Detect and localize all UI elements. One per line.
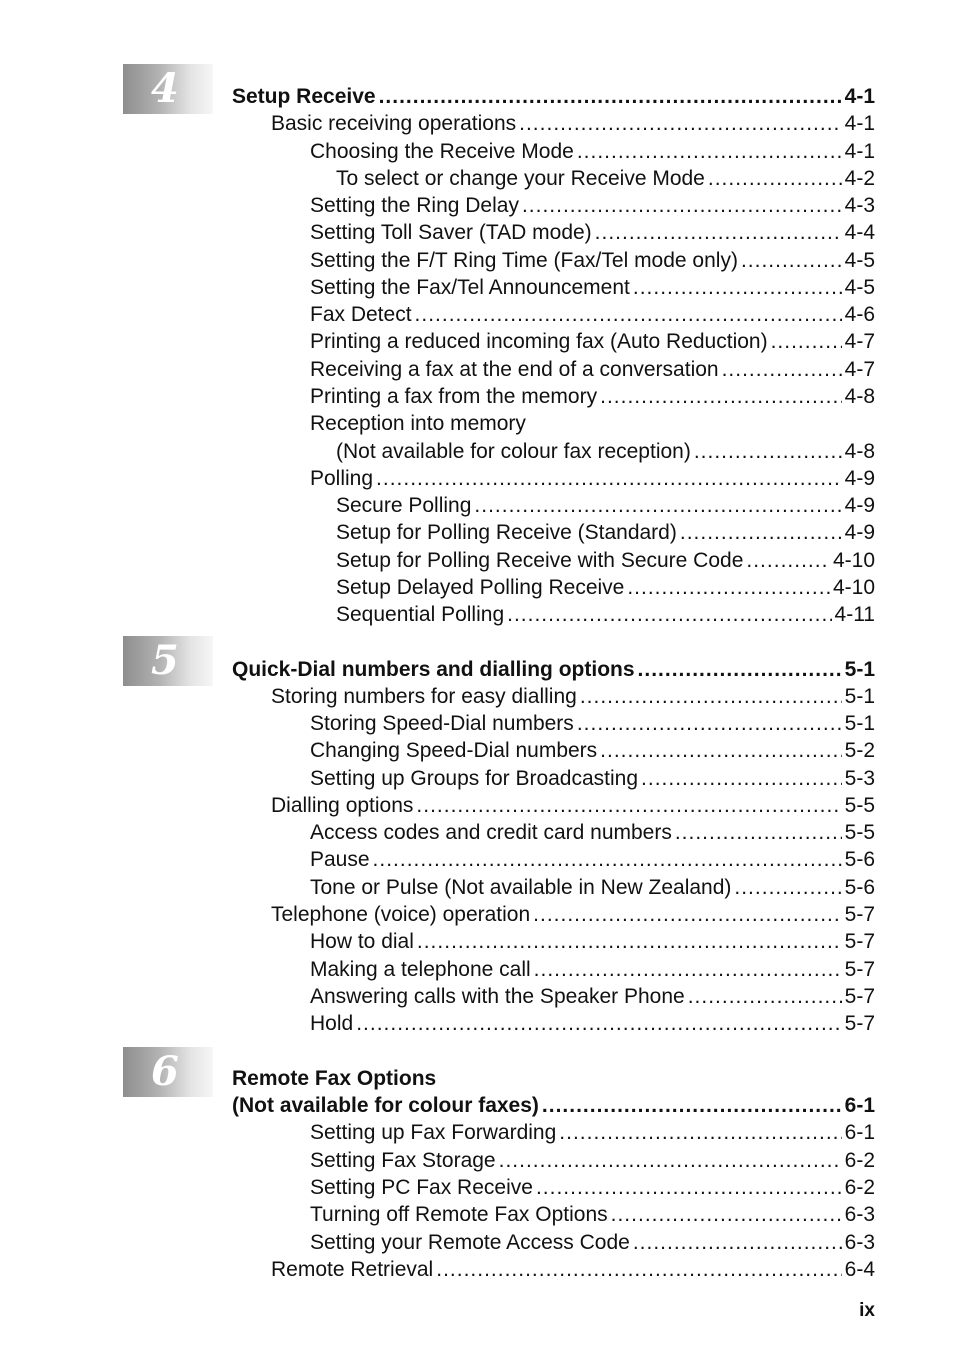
entry-title: Setting up Groups for Broadcasting [310,767,639,790]
leader-dots [542,1092,842,1119]
entry-page: 6-2 [844,1176,875,1199]
entry-title: Storing numbers for easy dialling [271,685,577,708]
leader-dots [356,1010,841,1037]
leader-dots [680,519,842,546]
entry-title: Sequential Polling [336,603,505,626]
toc-entry[interactable] [310,138,875,165]
entry-page: 4-3 [844,194,875,217]
leader-dots [577,138,842,165]
entry-page: 4-9 [844,467,875,490]
entry-title: Changing Speed-Dial numbers [310,739,598,762]
entry-page: 4-9 [844,494,875,517]
entry-title: (Not available for colour faxes) [232,1094,539,1117]
toc-entry[interactable] [271,1256,875,1283]
toc-entry[interactable] [310,1119,875,1146]
entry-title: Setup for Polling Receive with Secure Code [336,549,744,572]
toc-entry[interactable] [336,438,875,465]
leader-dots [633,274,842,301]
leader-dots [746,547,830,574]
entry-title: Setup Receive [232,85,376,108]
entry-page: 4-1 [844,112,875,135]
leader-dots [474,492,841,519]
toc-entry[interactable] [310,274,875,301]
toc-entry[interactable] [271,792,875,819]
leader-dots [536,1174,842,1201]
entry-page: 6-1 [844,1121,875,1144]
entry-page: 5-7 [844,930,875,953]
entry-title: Remote Fax Options [232,1067,437,1090]
entry-page: 4-5 [844,276,875,299]
leader-dots [499,1147,842,1174]
toc-entry-heading-line[interactable] [310,410,875,437]
entry-page: 4-10 [832,549,875,572]
leader-dots [694,438,842,465]
entry-page: 4-6 [844,303,875,326]
toc-entry-chapter-title[interactable] [232,1092,875,1119]
toc-entry[interactable] [336,547,875,574]
toc-entry[interactable] [310,956,875,983]
entry-title: Setting your Remote Access Code [310,1231,630,1254]
leader-dots [611,1201,842,1228]
entry-page: 5-2 [844,739,875,762]
leader-dots [688,983,842,1010]
chapter-number: 4 [151,65,179,112]
leader-dots [641,765,842,792]
entry-page: 6-1 [844,1094,875,1117]
entry-page: 4-8 [844,385,875,408]
entry-title: Setting up Fax Forwarding [310,1121,557,1144]
entry-page: 4-4 [844,221,875,244]
leader-dots [376,465,842,492]
entry-title: Tone or Pulse (Not available in New Zealand) [310,876,732,899]
toc-entry[interactable] [310,1174,875,1201]
entry-title: Receiving a fax at the end of a conversation [310,358,719,381]
toc-entry[interactable] [310,1010,875,1037]
leader-dots [522,192,842,219]
toc-entry[interactable] [310,846,875,873]
leader-dots [627,574,830,601]
toc-entry[interactable] [310,737,875,764]
toc-entry[interactable] [310,247,875,274]
entry-page: 4-7 [844,358,875,381]
entry-title: Printing a reduced incoming fax (Auto Reduction) [310,330,768,353]
entry-title: Quick-Dial numbers and dialling options [232,658,635,681]
leader-dots [600,383,842,410]
entry-title: Printing a fax from the memory [310,385,598,408]
entry-title: Remote Retrieval [271,1258,434,1281]
entry-page: 4-8 [844,440,875,463]
toc-entry[interactable] [271,901,875,928]
entry-title: Pause [310,848,370,871]
entry-page: 4-5 [844,249,875,272]
leader-dots [416,792,841,819]
entry-title: Access codes and credit card numbers [310,821,672,844]
toc-entry[interactable] [336,492,875,519]
leader-dots [379,83,842,110]
chapter-tab [123,1047,213,1097]
leader-dots [577,710,842,737]
toc-entry[interactable] [310,356,875,383]
page-number: ix [859,1300,875,1321]
entry-title: Basic receiving operations [271,112,517,135]
leader-dots [534,956,842,983]
entry-page: 5-1 [844,658,875,681]
toc-entry-chapter-title[interactable] [232,656,875,683]
entry-page: 5-7 [844,1012,875,1035]
leader-dots [633,1229,842,1256]
leader-dots [559,1119,841,1146]
entry-title: Setup for Polling Receive (Standard) [336,521,677,544]
entry-title: Hold [310,1012,354,1035]
chapter-tab [123,636,213,686]
entry-title: How to dial [310,930,414,953]
entry-page: 5-7 [844,985,875,1008]
toc-entry[interactable] [310,301,875,328]
toc-entry[interactable] [310,465,875,492]
entry-page: 5-6 [844,876,875,899]
entry-page: 5-1 [844,685,875,708]
toc-entry[interactable] [310,765,875,792]
leader-dots [771,328,842,355]
entry-page: 5-3 [844,767,875,790]
entry-page: 5-7 [844,958,875,981]
chapter-tab [123,64,213,114]
entry-title: Reception into memory [310,412,526,435]
entry-page: 6-2 [844,1149,875,1172]
entry-page: 4-1 [844,140,875,163]
entry-page: 5-1 [844,712,875,735]
toc-entry[interactable] [271,110,875,137]
toc-entry[interactable] [310,383,875,410]
entry-page: 5-6 [844,848,875,871]
toc-entry[interactable] [310,219,875,246]
entry-page: 5-5 [844,794,875,817]
leader-dots [595,219,842,246]
toc-entry[interactable] [336,574,875,601]
chapter-number: 5 [151,637,179,684]
leader-dots [638,656,842,683]
entry-page: 4-1 [844,85,875,108]
entry-page: 4-9 [844,521,875,544]
entry-title: Polling [310,467,374,490]
leader-dots [507,601,831,628]
entry-title: Setting the F/T Ring Time (Fax/Tel mode only) [310,249,738,272]
entry-title: Setting Fax Storage [310,1149,496,1172]
leader-dots [373,846,842,873]
entry-title: Choosing the Receive Mode [310,140,574,163]
toc-entry[interactable] [310,328,875,355]
entry-page: 4-10 [832,576,875,599]
entry-title: Setting the Ring Delay [310,194,519,217]
leader-dots [580,683,842,710]
entry-page: 4-2 [844,167,875,190]
entry-page: 6-3 [844,1231,875,1254]
leader-dots [722,356,842,383]
entry-title: Turning off Remote Fax Options [310,1203,608,1226]
entry-title: Setup Delayed Polling Receive [336,576,625,599]
entry-title: Storing Speed-Dial numbers [310,712,574,735]
entry-page: 5-7 [844,903,875,926]
entry-title: Making a telephone call [310,958,531,981]
toc-entry[interactable] [310,874,875,901]
toc-entry[interactable] [336,165,875,192]
leader-dots [417,928,842,955]
entry-title: Secure Polling [336,494,472,517]
entry-page: 6-4 [844,1258,875,1281]
toc-entry[interactable] [310,928,875,955]
leader-dots [533,901,841,928]
entry-title: (Not available for colour fax reception) [336,440,691,463]
chapter-number: 6 [151,1048,179,1095]
toc-entry[interactable] [310,819,875,846]
leader-dots [741,247,842,274]
leader-dots [734,874,841,901]
toc-entry[interactable] [310,1201,875,1228]
entry-title: Setting Toll Saver (TAD mode) [310,221,592,244]
toc-entry[interactable] [271,683,875,710]
entry-page: 6-3 [844,1203,875,1226]
toc-entry[interactable] [310,1229,875,1256]
entry-title: Dialling options [271,794,414,817]
entry-title: Fax Detect [310,303,412,326]
toc-entry[interactable] [310,983,875,1010]
toc-entry[interactable] [336,519,875,546]
entry-page: 5-5 [844,821,875,844]
leader-dots [519,110,842,137]
leader-dots [600,737,841,764]
entry-page: 4-11 [834,603,875,626]
leader-dots [675,819,842,846]
toc-entry[interactable] [310,1147,875,1174]
toc-entry-chapter-title[interactable] [232,83,875,110]
toc-entry-chapter-title-line[interactable] [232,1065,875,1092]
leader-dots [708,165,842,192]
toc-entry[interactable] [310,710,875,737]
entry-page: 4-7 [844,330,875,353]
leader-dots [436,1256,841,1283]
entry-title: Telephone (voice) operation [271,903,531,926]
leader-dots [415,301,842,328]
entry-title: Setting PC Fax Receive [310,1176,533,1199]
entry-title: Answering calls with the Speaker Phone [310,985,685,1008]
entry-title: Setting the Fax/Tel Announcement [310,276,630,299]
toc-entry[interactable] [310,192,875,219]
toc-entry[interactable] [336,601,875,628]
entry-title: To select or change your Receive Mode [336,167,705,190]
